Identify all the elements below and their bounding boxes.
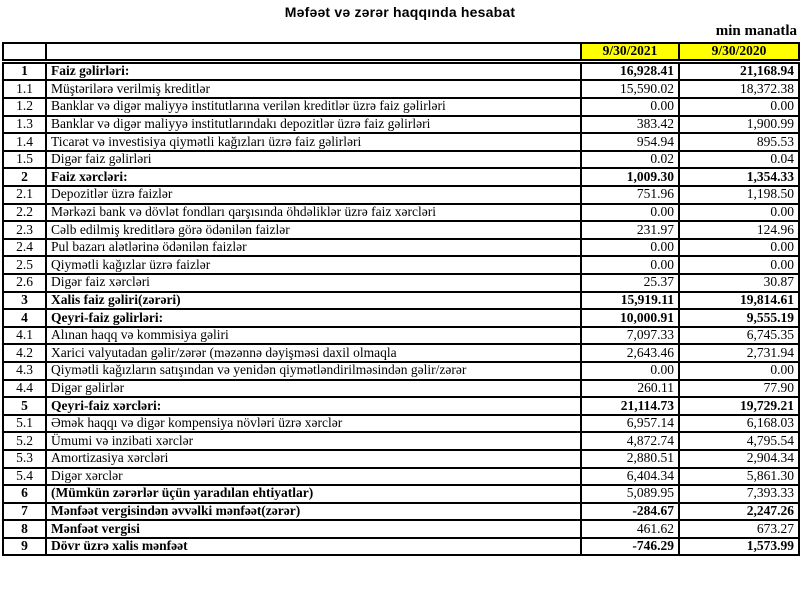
row-label: Digər faiz xərcləri [46,274,581,292]
row-number: 4.2 [3,344,46,362]
row-number: 1.5 [3,151,46,169]
value-2021: 260.11 [581,380,679,398]
column-header-2021: 9/30/2021 [581,43,679,60]
row-number: 5.1 [3,415,46,433]
row-number: 4.3 [3,362,46,380]
value-2020: 124.96 [679,221,799,239]
table-row [3,151,799,169]
table-row [3,63,799,81]
row-label: Faiz gəlirləri: [46,63,581,81]
table-row [3,133,799,151]
table-row [3,186,799,204]
row-label: Müştərilərə verilmiş kreditlər [46,80,581,98]
table-row [3,98,799,116]
value-2020: 19,729.21 [679,397,799,415]
row-number: 1.2 [3,98,46,116]
row-label: Qiymətli kağızlar üzrə faizlər [46,256,581,274]
row-label: Cəlb edilmiş kreditlərə görə ödənilən faizlər [46,221,581,239]
value-2020: 1,198.50 [679,186,799,204]
table-row [3,292,799,310]
table-row [3,520,799,538]
table-row [3,274,799,292]
value-2021: 4,872.74 [581,432,679,450]
value-2021: 954.94 [581,133,679,151]
row-number: 4.4 [3,380,46,398]
row-number: 2.2 [3,204,46,222]
value-2021: 0.00 [581,239,679,257]
row-label: Mənfəət vergisi [46,520,581,538]
row-label: Mənfəət vergisindən əvvəlki mənfəət(zərər) [46,503,581,521]
row-number: 1.3 [3,116,46,134]
row-number: 3 [3,292,46,310]
value-2020: 21,168.94 [679,63,799,81]
row-number: 1.4 [3,133,46,151]
report-table-body [3,63,799,556]
value-2021: 461.62 [581,520,679,538]
table-row [3,256,799,274]
value-2020: 77.90 [679,380,799,398]
table-row [3,309,799,327]
value-2021: 383.42 [581,116,679,134]
value-2021: 7,097.33 [581,327,679,345]
report-table [2,42,800,556]
table-row [3,344,799,362]
value-2021: 5,089.95 [581,485,679,503]
table-row [3,362,799,380]
value-2021: 6,957.14 [581,415,679,433]
row-label: Digər xərclər [46,468,581,486]
row-label: Ümumi və inzibati xərclər [46,432,581,450]
row-label: Qiymətli kağızların satışından və yenidən qiymətləndirilməsindən gəlir/zərər [46,362,581,380]
row-label: Əmək haqqı və digər kompensiya növləri üzrə xərclər [46,415,581,433]
value-2021: 16,928.41 [581,63,679,81]
row-label: (Mümkün zərərlər üçün yaradılan ehtiyatlar) [46,485,581,503]
table-row [3,168,799,186]
row-label: Amortizasiya xərcləri [46,450,581,468]
row-label: Banklar və digər maliyyə institutlarına verilən kreditlər üzrə faiz gəlirləri [46,98,581,116]
row-number: 6 [3,485,46,503]
row-label: Mərkəzi bank və dövlət fondları qarşısında öhdəliklər üzrə faiz xərcləri [46,204,581,222]
value-2021: 15,919.11 [581,292,679,310]
row-number: 5.3 [3,450,46,468]
row-number: 2.5 [3,256,46,274]
row-label: Depozitlər üzrə faizlər [46,186,581,204]
row-number: 8 [3,520,46,538]
value-2020: 0.00 [679,256,799,274]
row-number: 5.4 [3,468,46,486]
value-2021: 0.00 [581,204,679,222]
row-label: Digər faiz gəlirləri [46,151,581,169]
table-row [3,397,799,415]
value-2020: 4,795.54 [679,432,799,450]
row-number: 2 [3,168,46,186]
value-2020: 0.00 [679,362,799,380]
row-label: Alınan haqq və kommisiya gəliri [46,327,581,345]
row-label: Ticarət və investisiya qiymətli kağızları üzrə faiz gəlirləri [46,133,581,151]
table-row [3,415,799,433]
row-label: Xarici valyutadan gəlir/zərər (məzənnə dəyişməsi daxil olmaqla [46,344,581,362]
row-number: 5.2 [3,432,46,450]
value-2020: 9,555.19 [679,309,799,327]
value-2021: 231.97 [581,221,679,239]
row-number: 1.1 [3,80,46,98]
value-2020: 30.87 [679,274,799,292]
row-number: 2.4 [3,239,46,257]
value-2020: 19,814.61 [679,292,799,310]
value-2021: 0.00 [581,98,679,116]
value-2020: 0.04 [679,151,799,169]
table-row [3,239,799,257]
value-2021: 0.00 [581,362,679,380]
value-2020: 2,247.26 [679,503,799,521]
row-number: 7 [3,503,46,521]
table-row [3,432,799,450]
value-2020: 5,861.30 [679,468,799,486]
unit-label: min manatla [715,23,797,39]
value-2020: 6,168.03 [679,415,799,433]
value-2021: -746.29 [581,538,679,556]
value-2020: 1,573.99 [679,538,799,556]
row-number: 4 [3,309,46,327]
table-row [3,468,799,486]
page-title: Məfəət və zərər haqqında hesabat [284,4,516,20]
value-2020: 0.00 [679,204,799,222]
value-2021: 0.00 [581,256,679,274]
row-label: Banklar və digər maliyyə institutlarındakı depozitlər üzrə faiz gəlirləri [46,116,581,134]
value-2020: 1,900.99 [679,116,799,134]
value-2021: 1,009.30 [581,168,679,186]
table-row [3,327,799,345]
value-2021: 21,114.73 [581,397,679,415]
value-2020: 18,372.38 [679,80,799,98]
value-2021: 2,643.46 [581,344,679,362]
value-2020: 0.00 [679,98,799,116]
row-label: Qeyri-faiz xərcləri: [46,397,581,415]
row-number: 2.6 [3,274,46,292]
row-label: Faiz xərcləri: [46,168,581,186]
table-header-row [3,43,799,60]
value-2020: 0.00 [679,239,799,257]
row-label: Pul bazarı alətlərinə ödənilən faizlər [46,239,581,257]
row-number: 2.1 [3,186,46,204]
value-2021: 751.96 [581,186,679,204]
value-2021: 0.02 [581,151,679,169]
row-number: 4.1 [3,327,46,345]
value-2021: 25.37 [581,274,679,292]
table-row [3,450,799,468]
value-2021: 15,590.02 [581,80,679,98]
value-2020: 7,393.33 [679,485,799,503]
value-2020: 6,745.35 [679,327,799,345]
table-row [3,204,799,222]
value-2021: 10,000.91 [581,309,679,327]
row-number: 1 [3,63,46,81]
value-2021: -284.67 [581,503,679,521]
table-row [3,485,799,503]
row-label: Qeyri-faiz gəlirləri: [46,309,581,327]
row-label: Dövr üzrə xalis mənfəət [46,538,581,556]
row-number: 9 [3,538,46,556]
value-2020: 895.53 [679,133,799,151]
row-number: 5 [3,397,46,415]
value-2021: 2,880.51 [581,450,679,468]
header-empty-label [46,43,581,60]
column-header-2020: 9/30/2020 [679,43,799,60]
value-2020: 2,904.34 [679,450,799,468]
header-empty-no [3,43,46,60]
value-2020: 1,354.33 [679,168,799,186]
table-row [3,80,799,98]
table-row [3,538,799,556]
value-2020: 673.27 [679,520,799,538]
row-label: Xalis faiz gəliri(zərəri) [46,292,581,310]
table-row [3,116,799,134]
table-row [3,221,799,239]
row-number: 2.3 [3,221,46,239]
row-label: Digər gəlirlər [46,380,581,398]
value-2021: 6,404.34 [581,468,679,486]
table-row [3,380,799,398]
table-row [3,503,799,521]
value-2020: 2,731.94 [679,344,799,362]
